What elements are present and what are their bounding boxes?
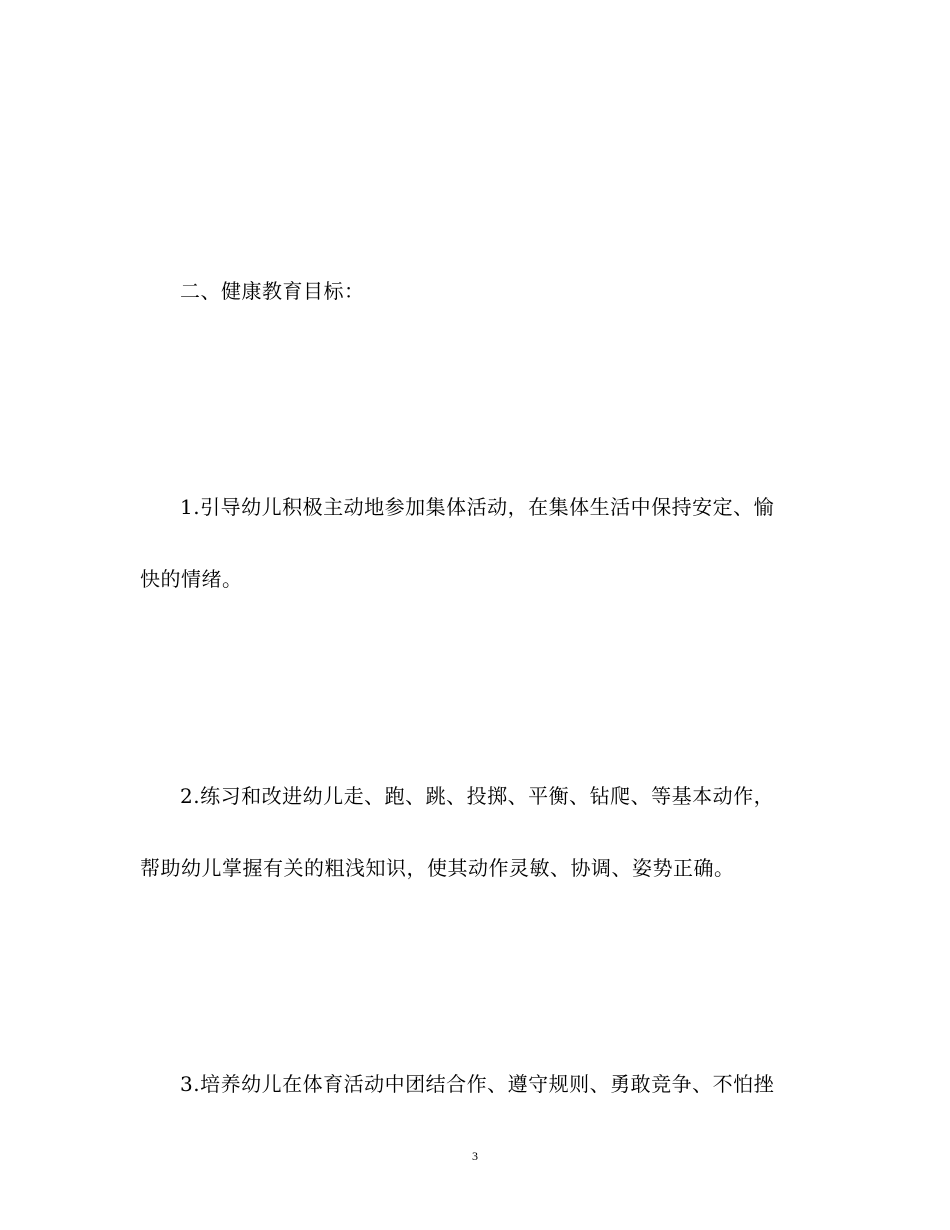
goal-item-2-line-1: 2.练习和改进幼儿走、跑、跳、投掷、平衡、钻爬、等基本动作， <box>180 784 775 808</box>
section-heading: 二、健康教育目标： <box>180 279 365 303</box>
page-number: 3 <box>472 1149 478 1163</box>
goal-item-1-line-2: 快的情绪。 <box>140 567 243 591</box>
goal-item-3-line-1: 3.培养幼儿在体育活动中团结合作、遵守规则、勇敢竞争、不怕挫 <box>180 1072 775 1096</box>
goal-item-1-line-1: 1.引导幼儿积极主动地参加集体活动，在集体生活中保持安定、愉 <box>180 495 775 519</box>
goal-item-2-line-2: 帮助幼儿掌握有关的粗浅知识，使其动作灵敏、协调、姿势正确。 <box>140 856 735 880</box>
